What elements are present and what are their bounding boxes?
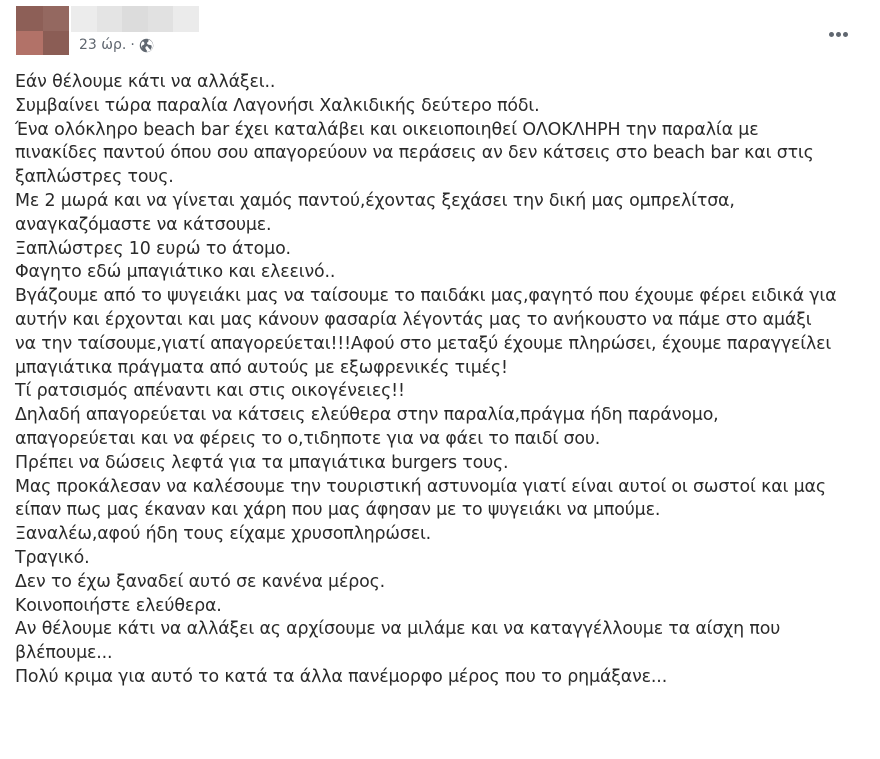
post-line: Μας προκάλεσαν να καλέσουμε την τουριστική αστυνομία γιατί είναι αυτοί οι σωστοί και μας bbox=[15, 476, 826, 497]
post-line: Βγάζουμε από το ψυγειάκι μας να ταίσουμε το παιδάκι μας,φαγητό που έχουμε φέρει ειδικά για bbox=[15, 286, 837, 307]
post-line: Κοινοποιήστε ελεύθερα. bbox=[15, 595, 222, 616]
post-line: Φαγητο εδώ μπαγιάτικο και ελεεινό.. bbox=[15, 262, 336, 283]
blur-segment bbox=[173, 6, 199, 32]
avatar-pixel bbox=[16, 6, 43, 31]
post-line: βλέπουμε... bbox=[15, 643, 113, 664]
post-line: αυτήν και έρχονται και μας κάνουν φασαρία λέγοντάς μας το ανήκουστο να πάμε στο αμάξι bbox=[15, 309, 812, 330]
post-line: ξαπλώστρες τους. bbox=[15, 167, 174, 188]
post-line: Δεν το έχω ξαναδεί αυτό σε κανένα μέρος. bbox=[15, 571, 386, 592]
blur-segment bbox=[97, 6, 123, 32]
globe-icon[interactable] bbox=[139, 38, 154, 53]
post-line: Ένα ολόκληρο beach bar έχει καταλάβει και οικειοποιηθεί ΟΛΟΚΛΗΡΗ την παραλία με bbox=[15, 119, 759, 140]
more-options-icon bbox=[829, 32, 848, 37]
post-line: Με 2 μωρά και να γίνεται χαμός παντού,έχοντας ξεχάσει την δική μας ομπρελίτσα, bbox=[15, 190, 735, 211]
post-line: Πρέπει να δώσεις λεφτά για τα μπαγιάτικα burgers τους. bbox=[15, 452, 509, 473]
post-meta bbox=[79, 35, 154, 55]
post-line: Τραγικό. bbox=[15, 547, 90, 568]
avatar-pixel bbox=[43, 31, 70, 56]
post-line: Εάν θέλουμε κάτι να αλλάξει.. bbox=[15, 72, 276, 92]
author-name-blurred[interactable] bbox=[71, 6, 199, 32]
post-line: είπαν πως μας έκαναν και χάρη που μας άφησαν με το ψυγειάκι να μπούμε. bbox=[15, 500, 661, 521]
post-line: Συμβαίνει τώρα παραλία Λαγονήσι Χαλκιδικής δεύτερο πόδι. bbox=[15, 95, 540, 116]
post-line: αναγκαζόμαστε να κάτσουμε. bbox=[15, 214, 272, 235]
post-line: Τί ρατσισμός απέναντι και στις οικογένειες!! bbox=[15, 381, 405, 402]
post-line: μπαγιάτικα πράγματα από αυτούς με εξωφρενικές τιμές! bbox=[15, 357, 508, 378]
meta-separator: · bbox=[130, 37, 135, 53]
post-line: Δηλαδή απαγορεύεται να κάτσεις ελεύθερα στην παραλία,πράγμα ήδη παράνομο, bbox=[15, 405, 719, 426]
post-line: να την ταίσουμε,γιατί απαγορεύεται!!!Αφού στο μεταξύ έχουμε πληρώσει, έχουμε παραγγείλει bbox=[15, 333, 832, 354]
blur-segment bbox=[71, 6, 97, 32]
blur-segment bbox=[122, 6, 148, 32]
post-line: Ξαπλώστρες 10 ευρώ το άτομο. bbox=[15, 238, 291, 259]
avatar-pixel bbox=[43, 6, 70, 31]
post-line: Αν θέλουμε κάτι να αλλάξει ας αρχίσουμε να μιλάμε και να καταγγέλλουμε τα αίσχη που bbox=[15, 619, 781, 640]
avatar[interactable] bbox=[16, 6, 69, 55]
more-options-button[interactable] bbox=[820, 22, 856, 46]
blur-segment bbox=[148, 6, 174, 32]
avatar-pixel bbox=[16, 31, 43, 56]
post-line: πινακίδες παντού όπου σου απαγορεύουν να περάσεις αν δεν κάτσεις στο beach bar και στις bbox=[15, 143, 814, 164]
post-body bbox=[15, 71, 875, 690]
post-line: απαγορεύεται και να φέρεις το ο,τιδηποτε για να φάει το παιδί σου. bbox=[15, 428, 601, 449]
post-line: Ξαναλέω,αφού ήδη τους είχαμε χρυσοπληρώσει. bbox=[15, 524, 432, 545]
post-header bbox=[16, 6, 864, 56]
post-timestamp[interactable]: 23 ώρ. bbox=[79, 37, 127, 53]
post-line: Πολύ κριμα για αυτό το κατά τα άλλα πανέμορφο μέρος που το ρημάξανε... bbox=[15, 666, 668, 687]
